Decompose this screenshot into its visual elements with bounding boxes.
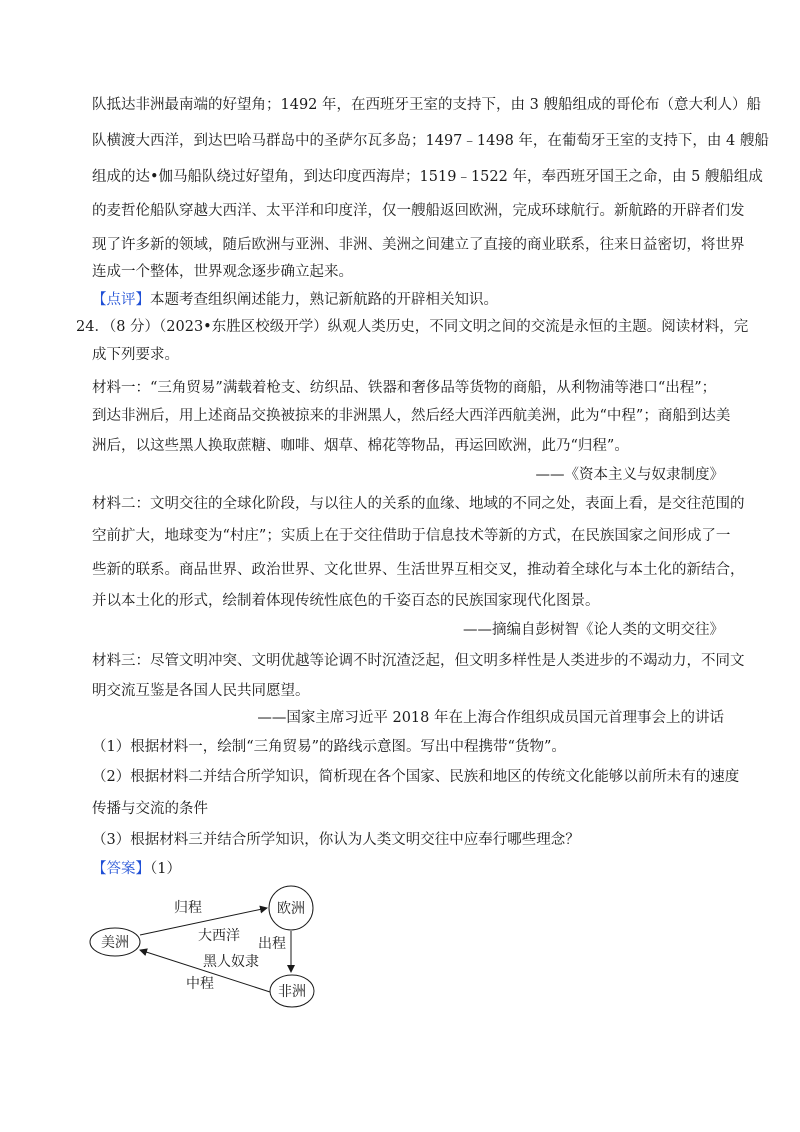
material3-source: ——国家主席习近平 2018 年在上海合作组织成员国元首理事会上的讲话 [257, 710, 724, 726]
triangle-trade-diagram [80, 878, 340, 1018]
material2-line: 材料二：文明交往的全球化阶段，与以往人的关系的血缘、地域的不同之处，表面上看，是交往范围的 [92, 496, 745, 512]
material1-line: 洲后，以这些黑人换取蔗糖、咖啡、烟草、棉花等物品，再运回欧洲，此乃“归程”。 [92, 438, 629, 454]
comment-text: 本题考查组织阐述能力，熟记新航路的开辟相关知识。 [150, 292, 498, 308]
paragraph-line: 连成一个整体，世界观念逐步确立起来。 [92, 264, 353, 280]
material3-line: 材料三：尽管文明冲突、文明优越等论调不时沉渣泛起，但文明多样性是人类进步的不竭动力，不同文 [92, 653, 745, 669]
material1-line: 材料一：“三角贸易”满载着枪支、纺织品、铁器和奢侈品等货物的商船，从利物浦等港口“出程”； [92, 380, 717, 396]
comment-tag: 【点评】 [92, 292, 150, 308]
material2-line: 并以本土化的形式，绘制着体现传统性底色的千姿百态的民族国家现代化图景。 [92, 593, 600, 609]
paragraph-line: 组成的达•伽马船队绕过好望角，到达印度西海岸；1519﹣1522 年，奉西班牙国王之命，由 5 艘船组成 [92, 169, 763, 185]
paragraph-line: 的麦哲伦船队穿越大西洋、太平洋和印度洋，仅一艘船返回欧洲，完成环球航行。新航路的开辟者们发 [92, 203, 745, 219]
material3-line: 明交流互鉴是各国人民共同愿望。 [92, 683, 310, 699]
answer-line [92, 859, 181, 879]
subquestion-3: （3）根据材料三并结合所学知识，你认为人类文明交往中应奉行哪些理念？ [92, 832, 580, 848]
material2-line: 些新的联系。商品世界、政治世界、文化世界、生活世界互相交叉，推动着全球化与本土化的新结合， [92, 562, 745, 578]
subquestion-1: （1）根据材料一，绘制“三角贸易”的路线示意图。写出中程携带“货物”。 [92, 739, 566, 755]
subquestion-2-cont: 传播与交流的条件 [92, 801, 208, 817]
return-leg-label: 归程 [174, 900, 202, 916]
america-label: 美洲 [101, 935, 129, 951]
material1-line: 到达非洲后，用上述商品交换被掠来的非洲黑人，然后经大西洋西航美洲，此为“中程”；商船到达美 [92, 408, 731, 424]
paragraph-line: 队抵达非洲最南端的好望角；1492 年，在西班牙王室的支持下，由 3 艘船组成的哥伦布（意大利人）船 [92, 97, 761, 113]
paragraph-line: 队横渡大西洋，到达巴哈马群岛中的圣萨尔瓦多岛；1497﹣1498 年，在葡萄牙王室的支持下，由 4 艘船 [92, 133, 769, 149]
africa-label: 非洲 [278, 984, 306, 1000]
middle-leg-label: 中程 [186, 976, 214, 992]
paragraph-line: 现了许多新的领域，随后欧洲与亚洲、非洲、美洲之间建立了直接的商业联系，往来日益密切，将世界 [92, 237, 745, 253]
material2-line: 空前扩大，地球变为“村庄”；实质上在于交往借助于信息技术等新的方式，在民族国家之间形成了一 [92, 528, 731, 544]
material2-source: ——摘编自彭树智《论人类的文明交往》 [463, 622, 724, 638]
answer-tag: 【答案】 [92, 861, 150, 877]
atlantic-label: 大西洋 [198, 928, 240, 944]
comment-line [92, 290, 498, 310]
subquestion-2: （2）根据材料二并结合所学知识，简析现在各个国家、民族和地区的传统文化能够以前所未有的速度 [92, 769, 740, 785]
europe-label: 欧洲 [277, 901, 305, 917]
answer-text: （1） [150, 861, 181, 877]
question-stem: 24．（8 分）（2023•东胜区校级开学）纵观人类历史，不同文明之间的交流是永恒的主题。阅读材料，完 [76, 319, 749, 335]
question-stem-cont: 成下列要求。 [92, 347, 179, 363]
outbound-leg-label: 出程 [258, 936, 286, 952]
material1-source: ——《资本主义与奴隶制度》 [535, 467, 724, 483]
slaves-label: 黑人奴隶 [203, 954, 259, 970]
